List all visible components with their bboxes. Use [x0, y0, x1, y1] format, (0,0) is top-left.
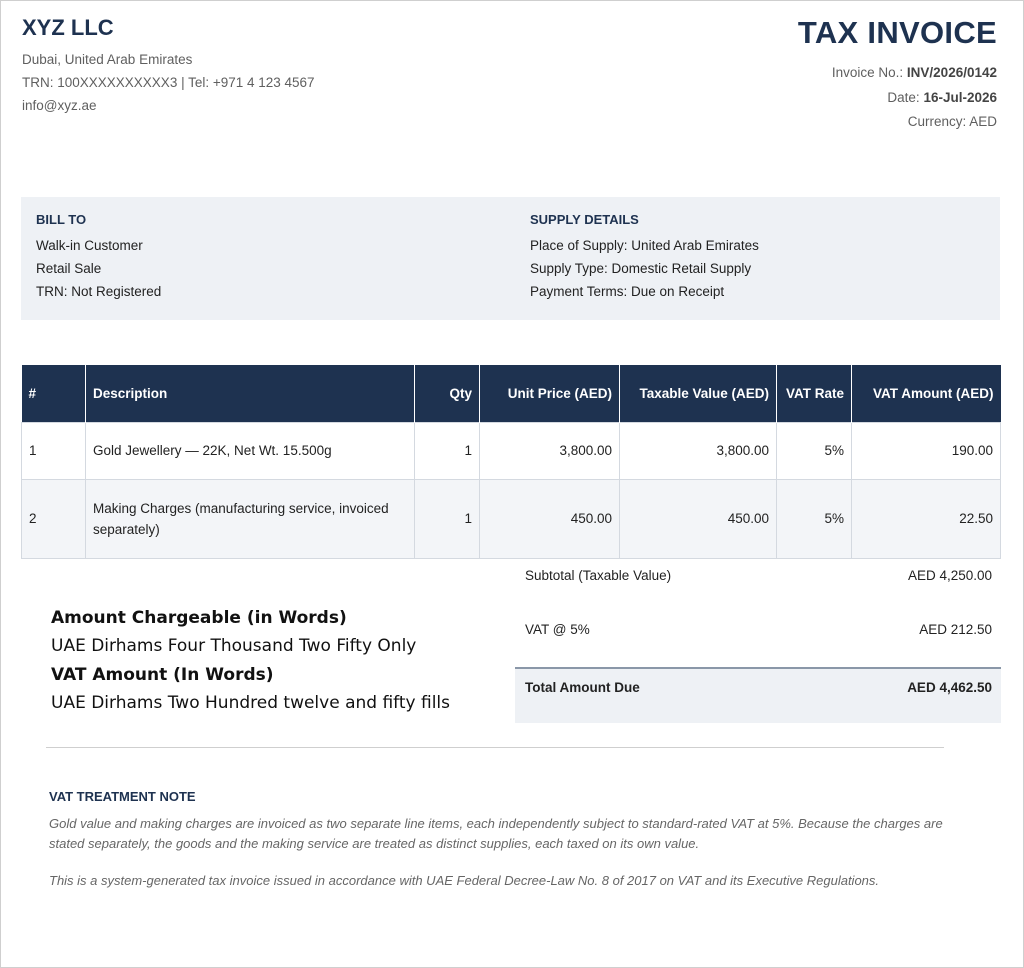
- supply-line: Supply Type: Domestic Retail Supply: [530, 261, 752, 276]
- total-due-value: AED 4,462.50: [907, 680, 992, 695]
- company-address: Dubai, United Arab Emirates: [22, 52, 193, 67]
- bill-to-section: [36, 212, 161, 303]
- invoice-currency: Currency: AED: [907, 114, 997, 129]
- vat-words-text: UAE Dirhams Two Hundred twelve and fifty fills: [51, 693, 451, 713]
- total-due-label: Total Amount Due: [525, 680, 640, 695]
- system-generated-footer: This is a system-generated tax invoice issued in accordance with UAE Federal Decree-Law No. 8 of 2017 on VAT and its Executive Regulations.: [49, 873, 880, 888]
- invoice-date: 16-Jul-2026: [923, 90, 997, 105]
- line-items-table: [21, 365, 1001, 559]
- cell-number: 1: [22, 422, 86, 479]
- cell-vat-amount: 22.50: [852, 479, 1001, 558]
- company-email: info@xyz.ae: [22, 98, 97, 113]
- col-header-unit-price: Unit Price (AED): [480, 365, 620, 422]
- col-header-vat-amount: VAT Amount (AED): [852, 365, 1001, 422]
- vat-label: VAT @ 5%: [525, 622, 590, 637]
- bill-to-line: TRN: Not Registered: [36, 284, 162, 299]
- invoice-number-label: Invoice No.:: [831, 65, 904, 80]
- company-trn-tel: TRN: 100XXXXXXXXXX3 | Tel: +971 4 123 4567: [22, 75, 315, 90]
- bill-to-line: Retail Sale: [36, 261, 102, 276]
- subtotal-row: [515, 558, 1001, 612]
- vat-note-heading: VAT TREATMENT NOTE: [49, 789, 196, 804]
- totals-block: [515, 558, 1001, 723]
- amount-in-words: [51, 604, 450, 718]
- supply-details-section: [530, 212, 759, 303]
- document-title: TAX INVOICE: [797, 15, 997, 50]
- table-header-row: [22, 365, 1001, 422]
- vat-words-heading: VAT Amount (In Words): [51, 665, 274, 685]
- invoice-date-line: [887, 90, 997, 105]
- total-due-row: [515, 667, 1001, 723]
- cell-vat-rate: 5%: [777, 479, 852, 558]
- company-name: XYZ LLC: [22, 15, 114, 40]
- cell-unit-price: 3,800.00: [480, 422, 620, 479]
- amount-words-heading: Amount Chargeable (in Words): [51, 608, 347, 628]
- bill-to-heading: BILL TO: [36, 212, 87, 227]
- subtotal-label: Subtotal (Taxable Value): [525, 568, 672, 583]
- cell-description: Making Charges (manufacturing service, invoiced separately): [86, 479, 415, 558]
- invoice-number-line: [832, 65, 997, 80]
- cell-vat-amount: 190.00: [852, 422, 1001, 479]
- col-header-vat-rate: VAT Rate: [777, 365, 852, 422]
- col-header-description: Description: [86, 365, 415, 422]
- cell-number: 2: [22, 479, 86, 558]
- cell-unit-price: 450.00: [480, 479, 620, 558]
- bill-supply-box: [21, 197, 1000, 320]
- supply-details-heading: SUPPLY DETAILS: [530, 212, 639, 227]
- cell-vat-rate: 5%: [777, 422, 852, 479]
- bill-to-line: Walk-in Customer: [36, 238, 143, 253]
- cell-qty: 1: [415, 422, 480, 479]
- table-row: [22, 479, 1001, 558]
- col-header-qty: Qty: [415, 365, 480, 422]
- cell-qty: 1: [415, 479, 480, 558]
- cell-description: Gold Jewellery — 22K, Net Wt. 15.500g: [86, 422, 415, 479]
- subtotal-value: AED 4,250.00: [907, 568, 992, 583]
- supply-line: Place of Supply: United Arab Emirates: [530, 238, 759, 253]
- cell-taxable-value: 450.00: [620, 479, 777, 558]
- amount-words-text: UAE Dirhams Four Thousand Two Fifty Only: [51, 636, 417, 656]
- cell-taxable-value: 3,800.00: [620, 422, 777, 479]
- supply-line: Payment Terms: Due on Receipt: [530, 284, 725, 299]
- invoice-date-label: Date:: [887, 90, 920, 105]
- section-divider: [46, 747, 944, 748]
- col-header-taxable-value: Taxable Value (AED): [620, 365, 777, 422]
- vat-value: AED 212.50: [919, 622, 992, 637]
- vat-row: [515, 612, 1001, 667]
- vat-note-text: Gold value and making charges are invoiced as two separate line items, each independently subject to standard-rated VAT at 5%. Because the charges are stated separately, the goods and the making service are treated as distinct supplies, each taxed on its own value.: [49, 816, 943, 851]
- table-row: [22, 422, 1001, 479]
- invoice-number: INV/2026/0142: [906, 65, 997, 80]
- col-header-number: #: [22, 365, 86, 422]
